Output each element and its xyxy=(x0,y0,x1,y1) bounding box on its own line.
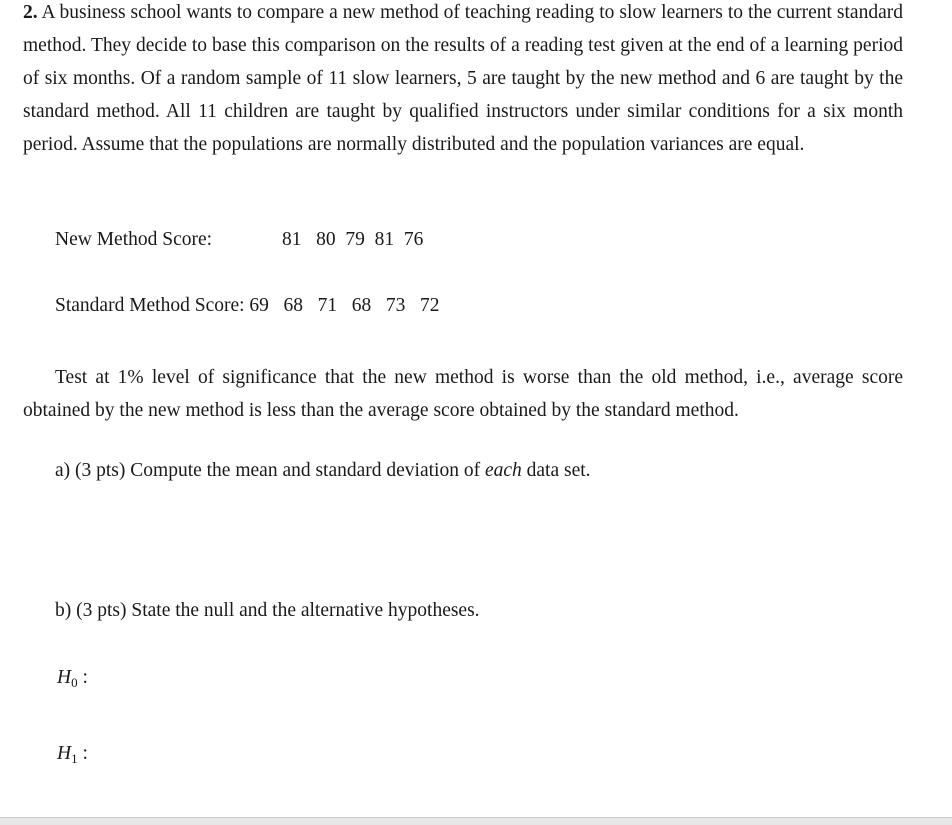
question-intro xyxy=(23,0,903,161)
h0-symbol: H xyxy=(57,667,72,688)
question-number: 2. xyxy=(23,2,38,23)
h1-colon: : xyxy=(82,743,88,764)
new-method-label: New Method Score: xyxy=(55,229,213,250)
h1-symbol: H xyxy=(57,743,72,764)
new-method-values: 81 80 79 81 76 xyxy=(282,229,424,250)
standard-method-values: 69 68 71 68 73 72 xyxy=(249,295,440,316)
part-b-prompt: b) (3 pts) State the null and the alternative hypotheses. xyxy=(55,600,480,621)
test-statement: Test at 1% level of significance that the new method is worse than the old method, i.e., average score obtained by the new method is less than the average score obtained by the standard method. xyxy=(23,367,903,421)
standard-method-row xyxy=(55,295,440,317)
alternative-hypothesis-label xyxy=(57,743,88,767)
part-a-suffix: data set. xyxy=(521,460,591,481)
part-a-prefix: a) (3 pts) Compute the mean and standard deviation of xyxy=(55,460,485,481)
part-a-emphasis: each xyxy=(484,460,522,481)
question-intro-text: A business school wants to compare a new method of teaching reading to slow learners to the current standard method. They decide to base this comparison on the results of a reading test given at the end of a learning period of six months. Of a random sample of 11 slow learners, 5 are taught by the new method and 6 are taught by the standard method. All 11 children are taught by qualified instructors under similar conditions for a six month period. Assume that the populations are normally distributed and the population variances are equal. xyxy=(23,2,903,155)
null-hypothesis-label xyxy=(57,667,88,691)
h1-subscript: 1 xyxy=(71,751,78,766)
h0-colon: : xyxy=(82,667,88,688)
part-a-prompt xyxy=(55,460,591,482)
h0-subscript: 0 xyxy=(71,675,78,690)
standard-method-label: Standard Method Score: xyxy=(55,295,245,316)
